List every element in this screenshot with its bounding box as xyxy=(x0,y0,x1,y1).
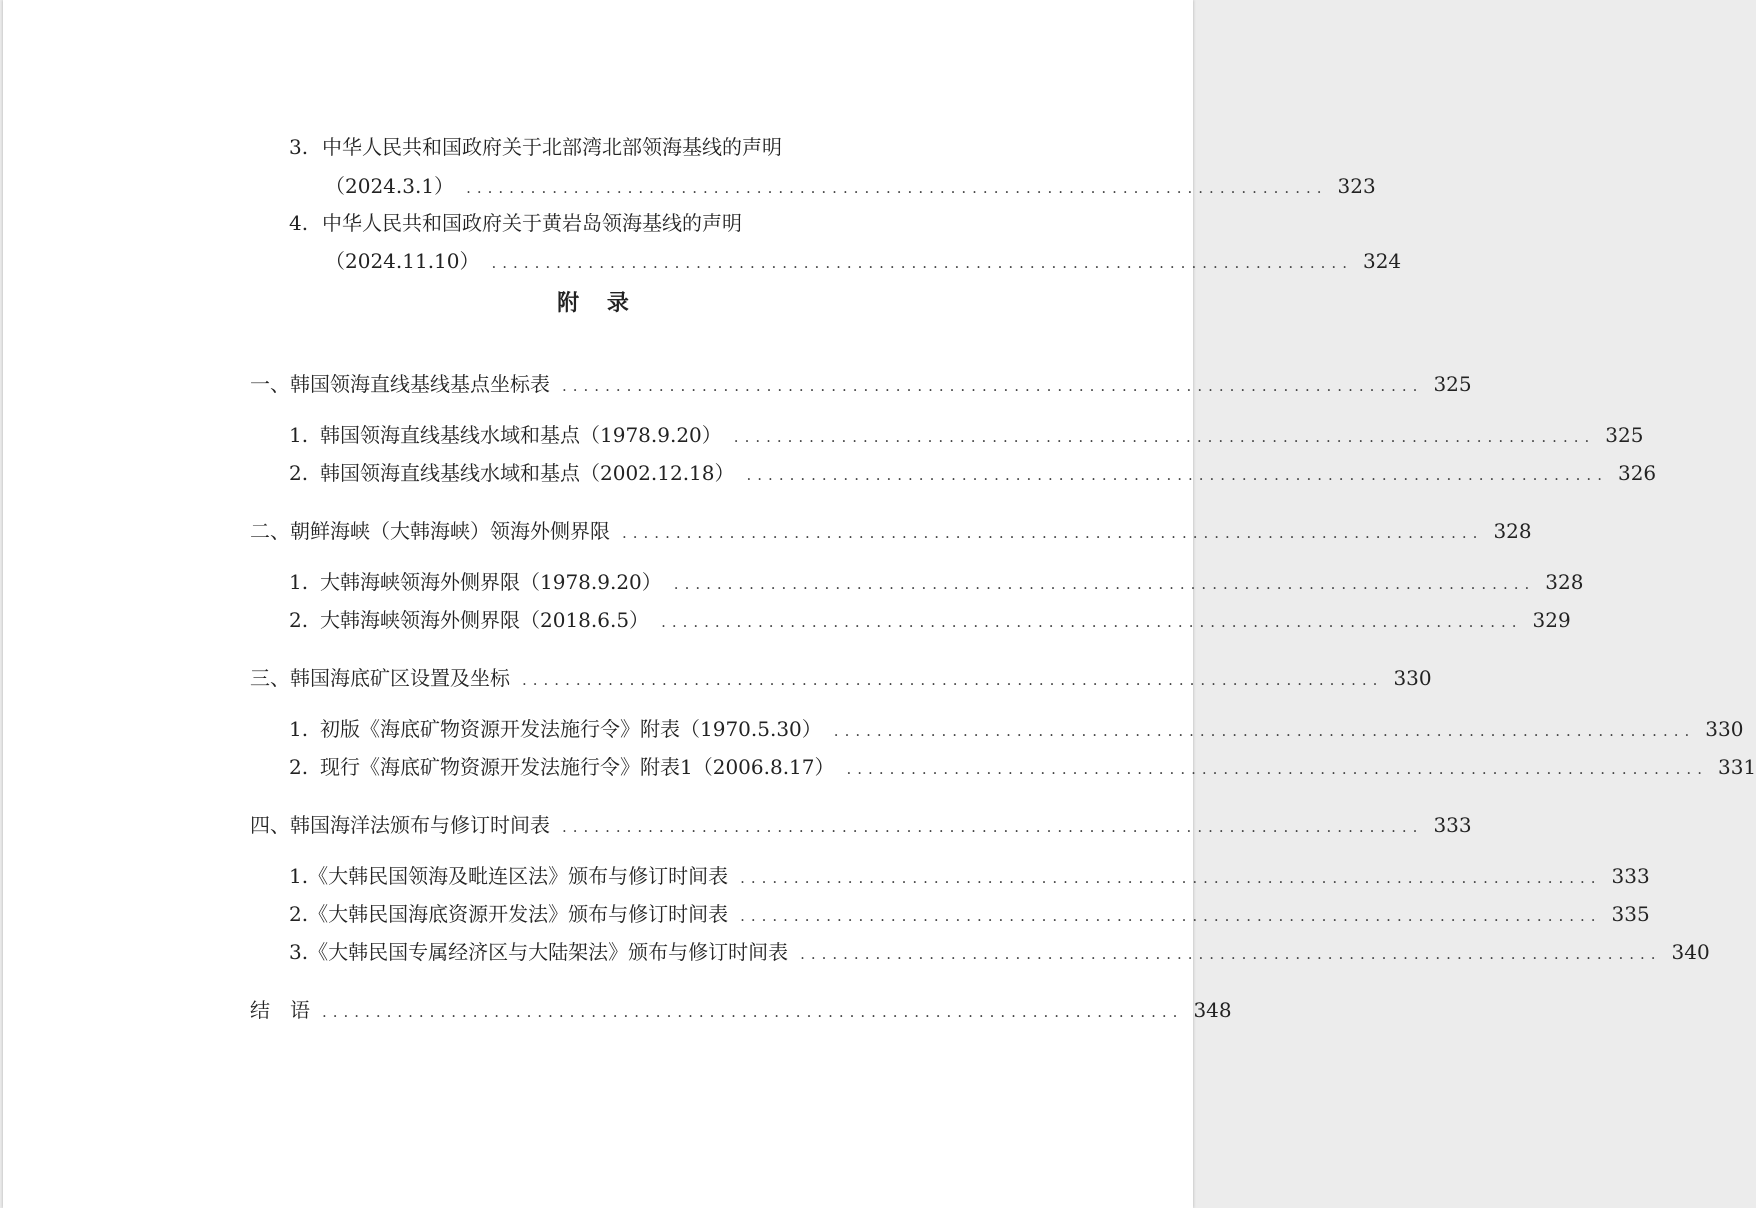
toc-page-number: 330 xyxy=(1393,666,1432,690)
toc-entry-number: 3. xyxy=(289,940,309,964)
leader-dots: ................................................................................ xyxy=(522,671,1384,689)
toc-section-title: 三、韩国海底矿区设置及坐标 xyxy=(250,666,510,690)
toc-page-number: 328 xyxy=(1545,570,1584,594)
toc-page-number: 325 xyxy=(1605,423,1644,447)
toc-entry-text: 《大韩民国领海及毗连区法》颁布与修订时间表 xyxy=(308,864,729,888)
toc-entry-title xyxy=(289,133,782,161)
toc-entry[interactable] xyxy=(289,862,1650,892)
toc-section-title: 二、朝鲜海峡（大韩海峡）领海外侧界限 xyxy=(250,519,610,543)
toc-entry[interactable] xyxy=(289,568,1584,598)
toc-entry-number: 2. xyxy=(289,608,309,632)
leader-dots: ................................................................................ xyxy=(491,254,1353,272)
leader-dots: ................................................................................ xyxy=(562,818,1424,836)
toc-entry-text: 现行《海底矿物资源开发法施行令》附表1（2006.8.17） xyxy=(320,755,835,779)
toc-section-entry[interactable] xyxy=(250,811,1472,841)
toc-entry[interactable] xyxy=(289,715,1744,745)
leader-dots: ................................................................................ xyxy=(622,524,1484,542)
toc-page-number: 331 xyxy=(1717,755,1756,779)
leader-dots: ................................................................................ xyxy=(562,377,1424,395)
toc-entry[interactable] xyxy=(289,421,1644,451)
toc-page-number: 325 xyxy=(1433,372,1472,396)
toc-page-number: 326 xyxy=(1617,461,1657,485)
toc-page-number: 348 xyxy=(1193,998,1232,1022)
toc-entry-text: 韩国领海直线基线水域和基点（2002.12.18） xyxy=(320,461,735,485)
toc-section-title: 四、韩国海洋法颁布与修订时间表 xyxy=(250,813,550,837)
leader-dots: ................................................................................ xyxy=(733,428,1596,446)
appendix-heading: 附 录 xyxy=(557,291,639,316)
toc-entry[interactable] xyxy=(289,753,1756,783)
toc-section-title: 一、韩国领海直线基线基点坐标表 xyxy=(250,372,550,396)
toc-entry-number: 2. xyxy=(289,755,309,779)
toc-page-number: 324 xyxy=(1362,249,1402,273)
leader-dots: ................................................................................ xyxy=(673,575,1536,593)
toc-page-number: 340 xyxy=(1671,940,1710,964)
toc-entry[interactable] xyxy=(289,938,1710,968)
toc-entry-number: 1. xyxy=(289,717,309,741)
leader-dots: ................................................................................ xyxy=(846,760,1708,778)
leader-dots: ................................................................................ xyxy=(322,1003,1184,1021)
leader-dots: ................................................................................ xyxy=(740,907,1602,925)
toc-entry-text: 《大韩民国专属经济区与大陆架法》颁布与修订时间表 xyxy=(308,940,789,964)
toc-entry-text: 中华人民共和国政府关于黄岩岛领海基线的声明 xyxy=(322,211,742,235)
toc-entry-text: 大韩海峡领海外侧界限（1978.9.20） xyxy=(320,570,662,594)
leader-dots: ................................................................................ xyxy=(661,613,1523,631)
toc-entry-text: 中华人民共和国政府关于北部湾北部领海基线的声明 xyxy=(322,135,782,159)
toc-entry[interactable] xyxy=(289,606,1571,636)
toc-entry-text: 《大韩民国海底资源开发法》颁布与修订时间表 xyxy=(308,902,729,926)
toc-entry-number: 2. xyxy=(289,461,309,485)
toc-page-number: 323 xyxy=(1337,174,1376,198)
toc-entry-number: 4. xyxy=(289,211,309,235)
leader-dots: ................................................................................ xyxy=(833,722,1696,740)
toc-entry-date: （2024.3.1） xyxy=(325,174,455,198)
leader-dots: ................................................................................ xyxy=(800,945,1662,963)
toc-section-title: 结 语 xyxy=(250,998,310,1022)
toc-entry-number: 2. xyxy=(289,902,309,926)
toc-page-number: 335 xyxy=(1611,902,1650,926)
toc-page-number: 333 xyxy=(1611,864,1650,888)
toc-entry-text: 初版《海底矿物资源开发法施行令》附表（1970.5.30） xyxy=(320,717,822,741)
toc-entry[interactable] xyxy=(325,172,1376,202)
toc-entry-number: 1. xyxy=(289,423,309,447)
leader-dots: ................................................................................ xyxy=(740,869,1602,887)
toc-page-number: 330 xyxy=(1705,717,1744,741)
toc-entry-date: （2024.11.10） xyxy=(325,249,480,273)
toc-entry-number: 3. xyxy=(289,135,309,159)
toc-entry[interactable] xyxy=(325,247,1402,277)
toc-entry-title xyxy=(289,209,742,237)
leader-dots: ................................................................................ xyxy=(746,466,1608,484)
toc-entry-text: 大韩海峡领海外侧界限（2018.6.5） xyxy=(320,608,650,632)
toc-section-entry[interactable] xyxy=(250,996,1232,1026)
toc-entry-number: 1. xyxy=(289,864,309,888)
toc-page-number: 328 xyxy=(1493,519,1532,543)
document-page xyxy=(3,0,1756,1208)
leader-dots: ................................................................................ xyxy=(466,179,1328,197)
toc-section-entry[interactable] xyxy=(250,517,1532,547)
toc-page-number: 329 xyxy=(1532,608,1571,632)
toc-entry[interactable] xyxy=(289,459,1657,489)
toc-page-number: 333 xyxy=(1433,813,1472,837)
toc-entry[interactable] xyxy=(289,900,1650,930)
toc-section-entry[interactable] xyxy=(250,664,1432,694)
toc-entry-number: 1. xyxy=(289,570,309,594)
toc-entry-text: 韩国领海直线基线水域和基点（1978.9.20） xyxy=(320,423,722,447)
toc-section-entry[interactable] xyxy=(250,370,1472,400)
